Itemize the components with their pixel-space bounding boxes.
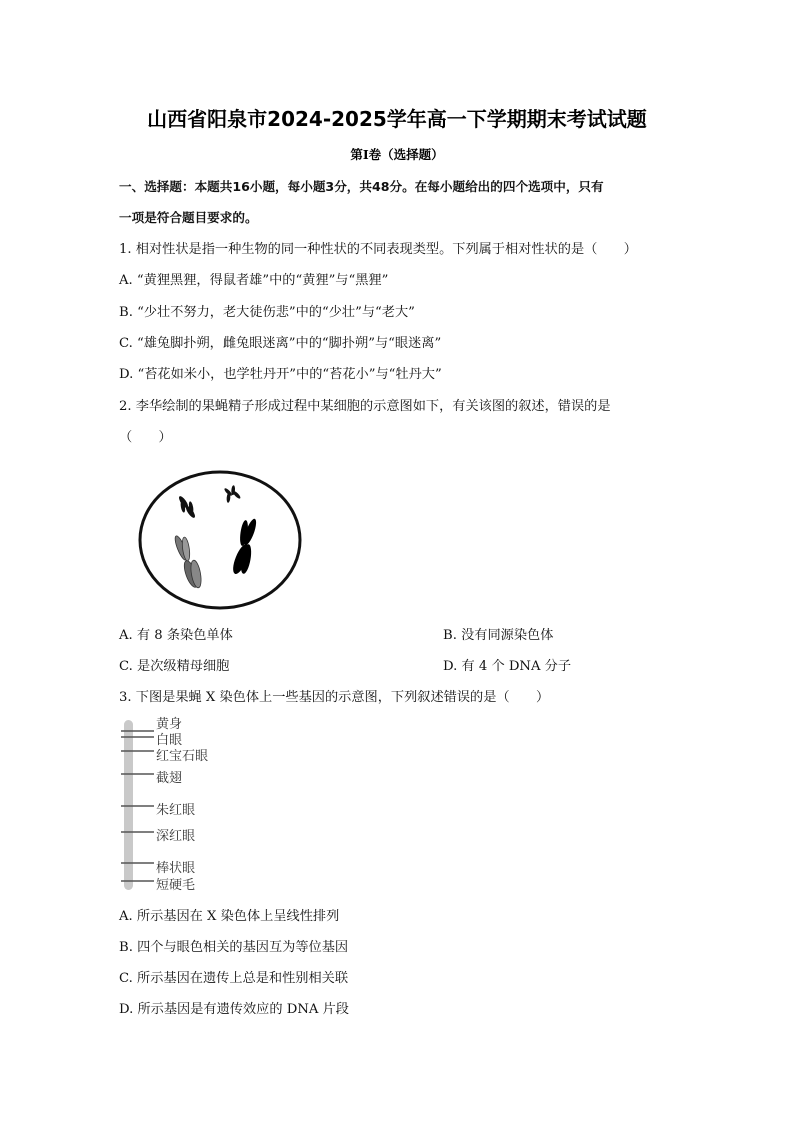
- page-title: 山西省阳泉市2024-2025学年高一下学期期末考试试题: [147, 107, 647, 131]
- question-3-option-d: D. 所示基因是有遗传效应的 DNA 片段: [119, 1002, 349, 1017]
- cell-diagram: [135, 465, 305, 615]
- x-chromosome-gene-map: [118, 718, 158, 893]
- question-3-option-b: B. 四个与眼色相关的基因互为等位基因: [119, 940, 349, 955]
- question-1-option-b: B. “少壮不努力，老大徒伤悲”中的“少壮”与“老大”: [119, 305, 415, 320]
- cell-membrane: [140, 472, 300, 608]
- chromosome-small-1: [173, 492, 200, 522]
- section-instructions-line1: 一、选择题：本题共16小题，每小题3分，共48分。在每小题给出的四个选项中，只有: [119, 179, 604, 194]
- gene-label-garnet-eye: 深红眼: [156, 829, 196, 844]
- question-2-option-a: A. 有 8 条染色单体: [119, 628, 233, 643]
- question-2-option-c: C. 是次级精母细胞: [119, 659, 230, 674]
- question-2-stem-line1: 2. 李华绘制的果蝇精子形成过程中某细胞的示意图如下，有关该图的叙述，错误的是: [119, 399, 611, 414]
- question-2-stem-line2: （ ）: [119, 430, 172, 445]
- gene-label-white-eye: 白眼: [156, 733, 183, 748]
- gene-label-forked-bristle: 短硬毛: [156, 878, 196, 893]
- chromosome-large-grey: [173, 535, 203, 589]
- section-subtitle: 第Ⅰ卷（选择题）: [350, 147, 444, 162]
- gene-label-bar-eye: 棒状眼: [156, 861, 196, 876]
- question-2-option-d: D. 有 4 个 DNA 分子: [443, 659, 572, 674]
- question-1-option-d: D. “苔花如米小，也学牡丹开”中的“苔花小”与“牡丹大”: [119, 367, 442, 382]
- chromosome-small-2: [221, 483, 242, 504]
- gene-label-yellow-body: 黄身: [156, 717, 183, 732]
- question-1-option-c: C. “雄兔脚扑朔，雌兔眼迷离”中的“脚扑朔”与“眼迷离”: [119, 336, 442, 351]
- question-1-option-a: A. “黄狸黑狸，得鼠者雄”中的“黄狸”与“黑狸”: [119, 273, 389, 288]
- question-2-option-b: B. 没有同源染色体: [443, 628, 554, 643]
- question-3-option-c: C. 所示基因在遗传上总是和性别相关联: [119, 971, 349, 986]
- chromosome-large-black: [230, 517, 259, 575]
- gene-label-vermilion-eye: 朱红眼: [156, 803, 196, 818]
- question-3-option-a: A. 所示基因在 X 染色体上呈线性排列: [119, 909, 340, 924]
- x-chromosome-bar: [124, 720, 133, 890]
- gene-label-ruby-eye: 红宝石眼: [156, 749, 209, 764]
- gene-label-cut-wing: 截翅: [156, 771, 183, 786]
- question-3-stem: 3. 下图是果蝇 X 染色体上一些基因的示意图，下列叙述错误的是（ ）: [119, 690, 550, 705]
- question-1-stem: 1. 相对性状是指一种生物的同一种性状的不同表现类型。下列属于相对性状的是（ ）: [119, 242, 637, 257]
- section-instructions-line2: 一项是符合题目要求的。: [119, 210, 258, 225]
